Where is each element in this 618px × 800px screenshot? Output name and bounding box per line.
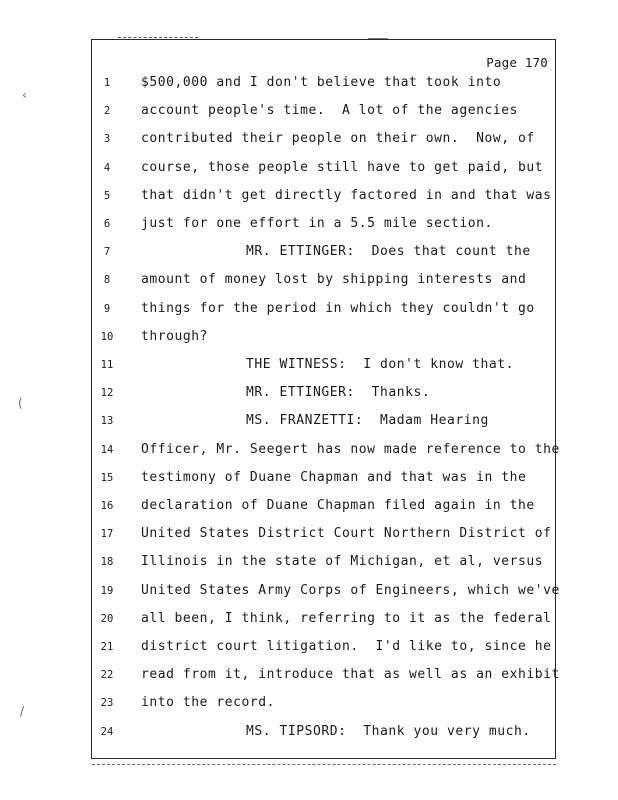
line-number: 4 — [103, 161, 111, 174]
transcript-line — [0, 723, 618, 743]
line-text: amount of money lost by shipping interests and — [141, 272, 527, 288]
line-text: Officer, Mr. Seegert has now made reference to the — [141, 441, 560, 457]
line-text: THE WITNESS: I don't know that. — [246, 357, 515, 372]
transcript-line — [0, 215, 618, 235]
transcript-line — [0, 384, 618, 404]
line-number: 12 — [100, 387, 114, 400]
transcript-line — [0, 74, 618, 94]
line-number: 18 — [100, 556, 114, 569]
line-number: 21 — [100, 641, 114, 653]
transcript-line — [0, 300, 618, 320]
transcript-line — [0, 694, 618, 714]
line-text: MR. ETTINGER: Does that count the — [246, 244, 531, 260]
line-text: declaration of Duane Chapman filed again in the — [141, 498, 535, 513]
line-text: contributed their people on their own. Now, of — [141, 131, 535, 147]
transcript-line — [0, 243, 618, 263]
transcript-line — [0, 441, 618, 461]
transcript-line — [0, 638, 618, 658]
line-text: read from it, introduce that as well as an exhibit — [141, 667, 560, 683]
transcript-line — [0, 666, 618, 686]
line-number: 13 — [100, 415, 114, 428]
line-number: 17 — [100, 528, 114, 541]
line-number: 5 — [103, 189, 111, 202]
transcript-line — [0, 187, 618, 207]
transcript-line — [0, 328, 618, 348]
line-number: 9 — [103, 302, 111, 315]
line-text: that didn't get directly factored in and that was — [141, 187, 552, 203]
transcript-line — [0, 582, 618, 602]
line-text: district court litigation. I'd like to, since he — [141, 639, 552, 654]
page-number: Page 170 — [486, 55, 548, 70]
line-text: MS. TIPSORD: Thank you very much. — [246, 723, 531, 739]
transcript-line — [0, 469, 618, 489]
scan-speck: / — [20, 704, 25, 718]
line-number: 14 — [100, 443, 114, 456]
line-number: 20 — [100, 612, 114, 625]
line-text: United States Army Corps of Engineers, which we've — [141, 582, 560, 598]
line-text: United States District Court Northern District of — [141, 526, 552, 542]
line-number: 2 — [103, 105, 111, 118]
transcript-line — [0, 412, 618, 432]
line-number: 23 — [100, 697, 114, 710]
line-number: 7 — [103, 246, 111, 259]
line-text: course, those people still have to get paid, but — [141, 159, 544, 175]
transcript-line — [0, 553, 618, 573]
line-text: through? — [141, 328, 209, 344]
line-number: 1 — [103, 77, 111, 89]
line-text: all been, I think, referring to it as the federal — [141, 610, 552, 626]
line-text: into the record. — [141, 695, 276, 711]
transcript-line — [0, 356, 618, 376]
transcript-line — [0, 497, 618, 517]
line-text: testimony of Duane Chapman and that was in the — [141, 469, 527, 485]
line-text: account people's time. A lot of the agencies — [141, 103, 518, 119]
scan-speck: ‹ — [22, 88, 27, 102]
line-number: 24 — [100, 725, 114, 738]
line-number: 10 — [100, 330, 114, 343]
line-text: $500,000 and I don't believe that took into — [141, 75, 502, 90]
line-text: Illinois in the state of Michigan, et al, versus — [141, 554, 544, 570]
line-text: MR. ETTINGER: Thanks. — [246, 385, 431, 401]
line-number: 19 — [100, 584, 114, 597]
line-text: MS. FRANZETTI: Madam Hearing — [246, 413, 489, 429]
line-number: 11 — [100, 359, 114, 371]
line-number: 8 — [103, 274, 111, 287]
transcript-line — [0, 610, 618, 630]
transcript-line — [0, 159, 618, 179]
transcript-line — [0, 271, 618, 291]
line-number: 3 — [103, 133, 111, 146]
line-number: 15 — [100, 471, 114, 484]
scan-speck: ( — [18, 396, 23, 410]
line-number: 16 — [100, 500, 114, 512]
line-text: things for the period in which they couldn't go — [141, 300, 535, 316]
line-text: just for one effort in a 5.5 mile section. — [141, 216, 493, 231]
line-number: 6 — [103, 218, 111, 230]
line-number: 22 — [100, 669, 114, 682]
scan-artifact-bottom — [92, 764, 556, 766]
transcript-line — [0, 130, 618, 150]
transcript-line — [0, 525, 618, 545]
transcript-line — [0, 102, 618, 122]
